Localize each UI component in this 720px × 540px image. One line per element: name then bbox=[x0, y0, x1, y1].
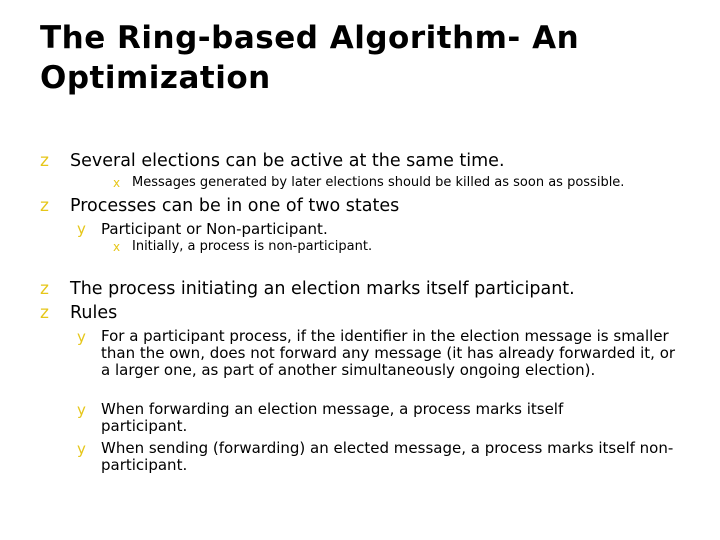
bullet-text: Several elections can be active at the same time. bbox=[70, 151, 505, 171]
bullet-text: Rules bbox=[70, 303, 118, 323]
bullet-marker: z bbox=[40, 151, 49, 171]
bullet-text: Participant or Non-participant. bbox=[101, 220, 328, 238]
bullet-text: When forwarding an election message, a process marks itself participant. bbox=[101, 400, 564, 435]
bullet-marker: y bbox=[77, 220, 86, 238]
bullet-item bbox=[77, 401, 677, 435]
bullet-text: For a participant process, if the identifier in the election message is smaller than the own, does not forward any message (it has already forwarded it, or a larger one, as part of another simultaneously ongoing election). bbox=[101, 327, 676, 379]
bullet-text: The process initiating an election marks itself participant. bbox=[70, 279, 575, 299]
bullet-marker: y bbox=[77, 328, 86, 346]
bullet-marker: y bbox=[77, 401, 86, 419]
bullet-text: Messages generated by later elections should be killed as soon as possible. bbox=[132, 175, 625, 190]
bullet-marker: z bbox=[40, 279, 49, 299]
bullet-marker: x bbox=[113, 176, 121, 190]
bullet-text: Processes can be in one of two states bbox=[70, 196, 400, 216]
slide-title: The Ring-based Algorithm- An Optimization bbox=[40, 20, 580, 96]
bullet-marker: y bbox=[77, 440, 86, 458]
bullet-marker: z bbox=[40, 303, 49, 323]
bullet-item bbox=[77, 440, 677, 474]
bullet-text: Initially, a process is non-participant. bbox=[132, 239, 373, 254]
bullet-text: When sending (forwarding) an elected message, a process marks itself non-participant. bbox=[101, 439, 674, 474]
bullet-marker: z bbox=[40, 196, 49, 216]
bullet-item bbox=[77, 328, 677, 396]
bullet-marker: x bbox=[113, 240, 121, 254]
